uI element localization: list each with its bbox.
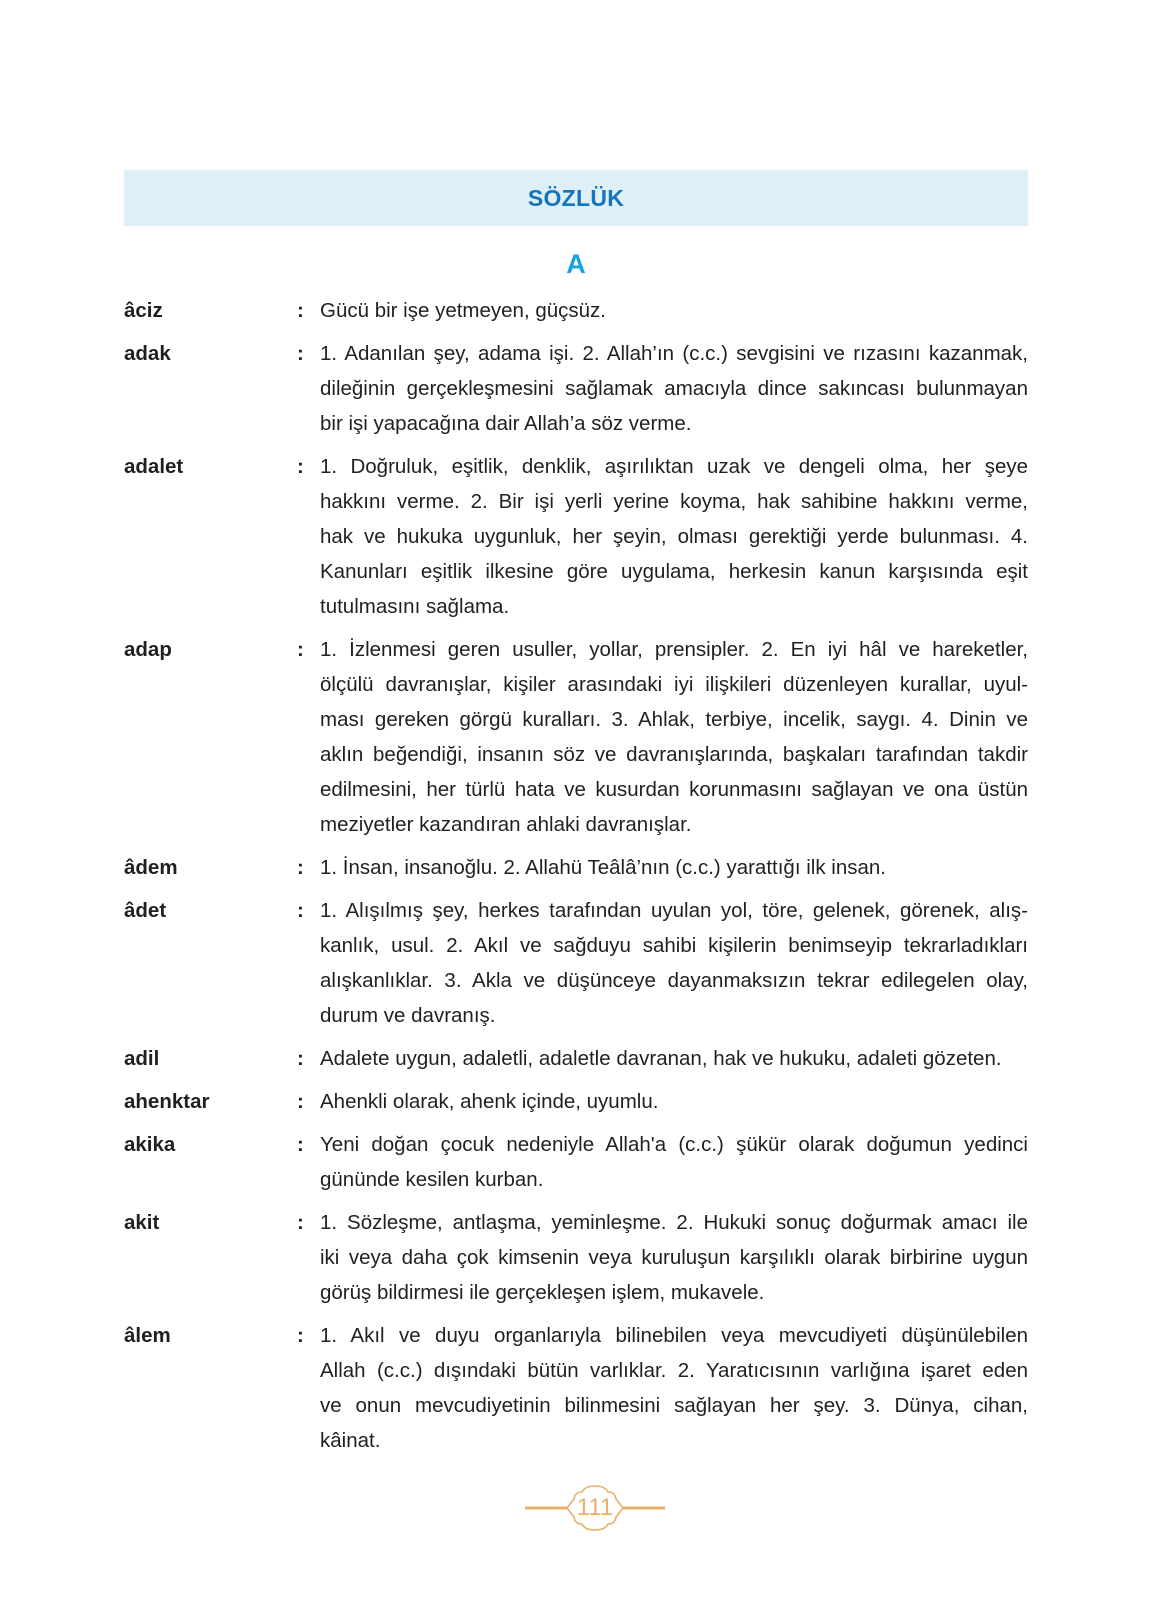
glossary-entry	[124, 293, 1028, 328]
entry-term: ahenktar	[124, 1090, 210, 1113]
glossary-entry	[124, 1084, 1028, 1119]
definition-colon: :	[297, 455, 304, 478]
section-letter: A	[566, 249, 586, 279]
definition-line: edilmesini, her türlü hata ve kusurdan korunmasını sağlayan ve ona üstün	[320, 778, 1028, 801]
definition-line: bir işi yapacağına dair Allah’a söz verme.	[320, 412, 692, 435]
entry-term: akit	[124, 1211, 160, 1234]
glossary-entry	[124, 336, 1028, 441]
entry-definition	[297, 632, 1028, 842]
definition-colon: :	[297, 299, 304, 322]
definition-line: ve onun mevcudiyetinin bilinmesini sağlayan her şey. 3. Dünya, cihan,	[320, 1394, 1028, 1417]
entry-definition	[297, 1084, 1028, 1119]
glossary-entry	[124, 632, 1028, 842]
definition-line: aklın beğendiği, insanın söz ve davranışlarında, başkaları tarafından takdir	[320, 743, 1028, 766]
definition-line: ması gereken görgü kuralları. 3. Ahlak, terbiye, incelik, saygı. 4. Dinin ve	[320, 708, 1028, 731]
definition-line: 1. İzlenmesi geren usuller, yollar, prensipler. 2. En iyi hâl ve hareketler,	[320, 638, 1028, 661]
entry-definition	[297, 1041, 1028, 1076]
definition-line: durum ve davranış.	[320, 1004, 496, 1027]
glossary-list	[124, 293, 1028, 1466]
definition-colon: :	[297, 899, 304, 922]
definition-colon: :	[297, 1211, 304, 1234]
definition-line: tutulmasını sağlama.	[320, 595, 510, 618]
entry-term: âdet	[124, 899, 167, 922]
entry-definition	[297, 336, 1028, 441]
page-number-ornament	[525, 1484, 665, 1532]
definition-colon: :	[297, 856, 304, 879]
entry-term: âdem	[124, 856, 178, 879]
definition-line: ölçülü davranışlar, kişiler arasındaki iyi ilişkileri düzenleyen kurallar, uyul-	[320, 673, 1028, 696]
definition-line: 1. Akıl ve duyu organlarıyla bilinebilen veya mevcudiyeti düşünülebilen	[320, 1324, 1028, 1347]
glossary-entry	[124, 449, 1028, 624]
glossary-entry	[124, 1318, 1028, 1458]
entry-definition	[297, 293, 1028, 328]
entry-term: âlem	[124, 1324, 171, 1347]
definition-line: gününde kesilen kurban.	[320, 1168, 544, 1191]
definition-colon: :	[297, 638, 304, 661]
definition-line: görüş bildirmesi ile gerçekleşen işlem, mukavele.	[320, 1281, 765, 1304]
definition-line: alışkanlıklar. 3. Akla ve düşünceye dayanmaksızın tekrar edilegelen olay,	[320, 969, 1028, 992]
page-number: 111	[576, 1494, 614, 1521]
definition-colon: :	[297, 342, 304, 365]
definition-line: 1. Doğruluk, eşitlik, denklik, aşırılıktan uzak ve dengeli olma, her şeye	[320, 455, 1028, 478]
entry-term: adak	[124, 342, 171, 365]
glossary-entry	[124, 893, 1028, 1033]
definition-line: 1. İnsan, insanoğlu. 2. Allahü Teâlâ’nın (c.c.) yarattığı ilk insan.	[320, 856, 886, 879]
definition-line: 1. Alışılmış şey, herkes tarafından uyulan yol, töre, gelenek, görenek, alış-	[320, 899, 1028, 922]
entry-term: adalet	[124, 455, 184, 478]
definition-colon: :	[297, 1324, 304, 1347]
entry-definition	[297, 1205, 1028, 1310]
definition-colon: :	[297, 1090, 304, 1113]
dictionary-header	[124, 170, 1028, 226]
definition-line: kanlık, usul. 2. Akıl ve sağduyu sahibi kişilerin benimseyip tekrarladıkları	[320, 934, 1028, 957]
glossary-entry	[124, 1127, 1028, 1197]
definition-line: meziyetler kazandıran ahlaki davranışlar.	[320, 813, 692, 836]
entry-definition	[297, 1318, 1028, 1458]
entry-definition	[297, 1127, 1028, 1197]
glossary-entry	[124, 1041, 1028, 1076]
definition-line: iki veya daha çok kimsenin veya kuruluşun karşılıklı olarak birbirine uygun	[320, 1246, 1028, 1269]
entry-definition	[297, 850, 1028, 885]
entry-term: akika	[124, 1133, 176, 1156]
entry-definition	[297, 449, 1028, 624]
entry-definition	[297, 893, 1028, 1033]
definition-line: hak ve hukuka uygunluk, her şeyin, olması gerektiği yerde bulunması. 4.	[320, 525, 1028, 548]
entry-term: adap	[124, 638, 172, 661]
definition-line: Gücü bir işe yetmeyen, güçsüz.	[320, 299, 606, 322]
definition-line: Allah (c.c.) dışındaki bütün varlıklar. 2. Yaratıcısının varlığına işaret eden	[320, 1359, 1028, 1382]
definition-colon: :	[297, 1047, 304, 1070]
definition-line: hakkını verme. 2. Bir işi yerli yerine koyma, hak sahibine hakkını verme,	[320, 490, 1028, 513]
definition-line: dileğinin gerçekleşmesini sağlamak amacıyla dince sakıncası bulunmayan	[320, 377, 1028, 400]
definition-line: Yeni doğan çocuk nedeniyle Allah'a (c.c.) şükür olarak doğumun yedinci	[320, 1133, 1028, 1156]
entry-term: adil	[124, 1047, 160, 1070]
glossary-entry	[124, 850, 1028, 885]
definition-line: Adalete uygun, adaletli, adaletle davranan, hak ve hukuku, adaleti gözeten.	[320, 1047, 1002, 1070]
definition-line: Kanunları eşitlik ilkesine göre uygulama, herkesin kanun karşısında eşit	[320, 560, 1028, 583]
page-title: SÖZLÜK	[527, 184, 625, 211]
entry-term: âciz	[124, 299, 163, 322]
definition-line: kâinat.	[320, 1429, 381, 1452]
glossary-entry	[124, 1205, 1028, 1310]
definition-colon: :	[297, 1133, 304, 1156]
definition-line: 1. Sözleşme, antlaşma, yeminleşme. 2. Hukuki sonuç doğurmak amacı ile	[320, 1211, 1028, 1234]
definition-line: 1. Adanılan şey, adama işi. 2. Allah’ın (c.c.) sevgisini ve rızasını kazanmak,	[320, 342, 1028, 365]
definition-line: Ahenkli olarak, ahenk içinde, uyumlu.	[320, 1090, 659, 1113]
